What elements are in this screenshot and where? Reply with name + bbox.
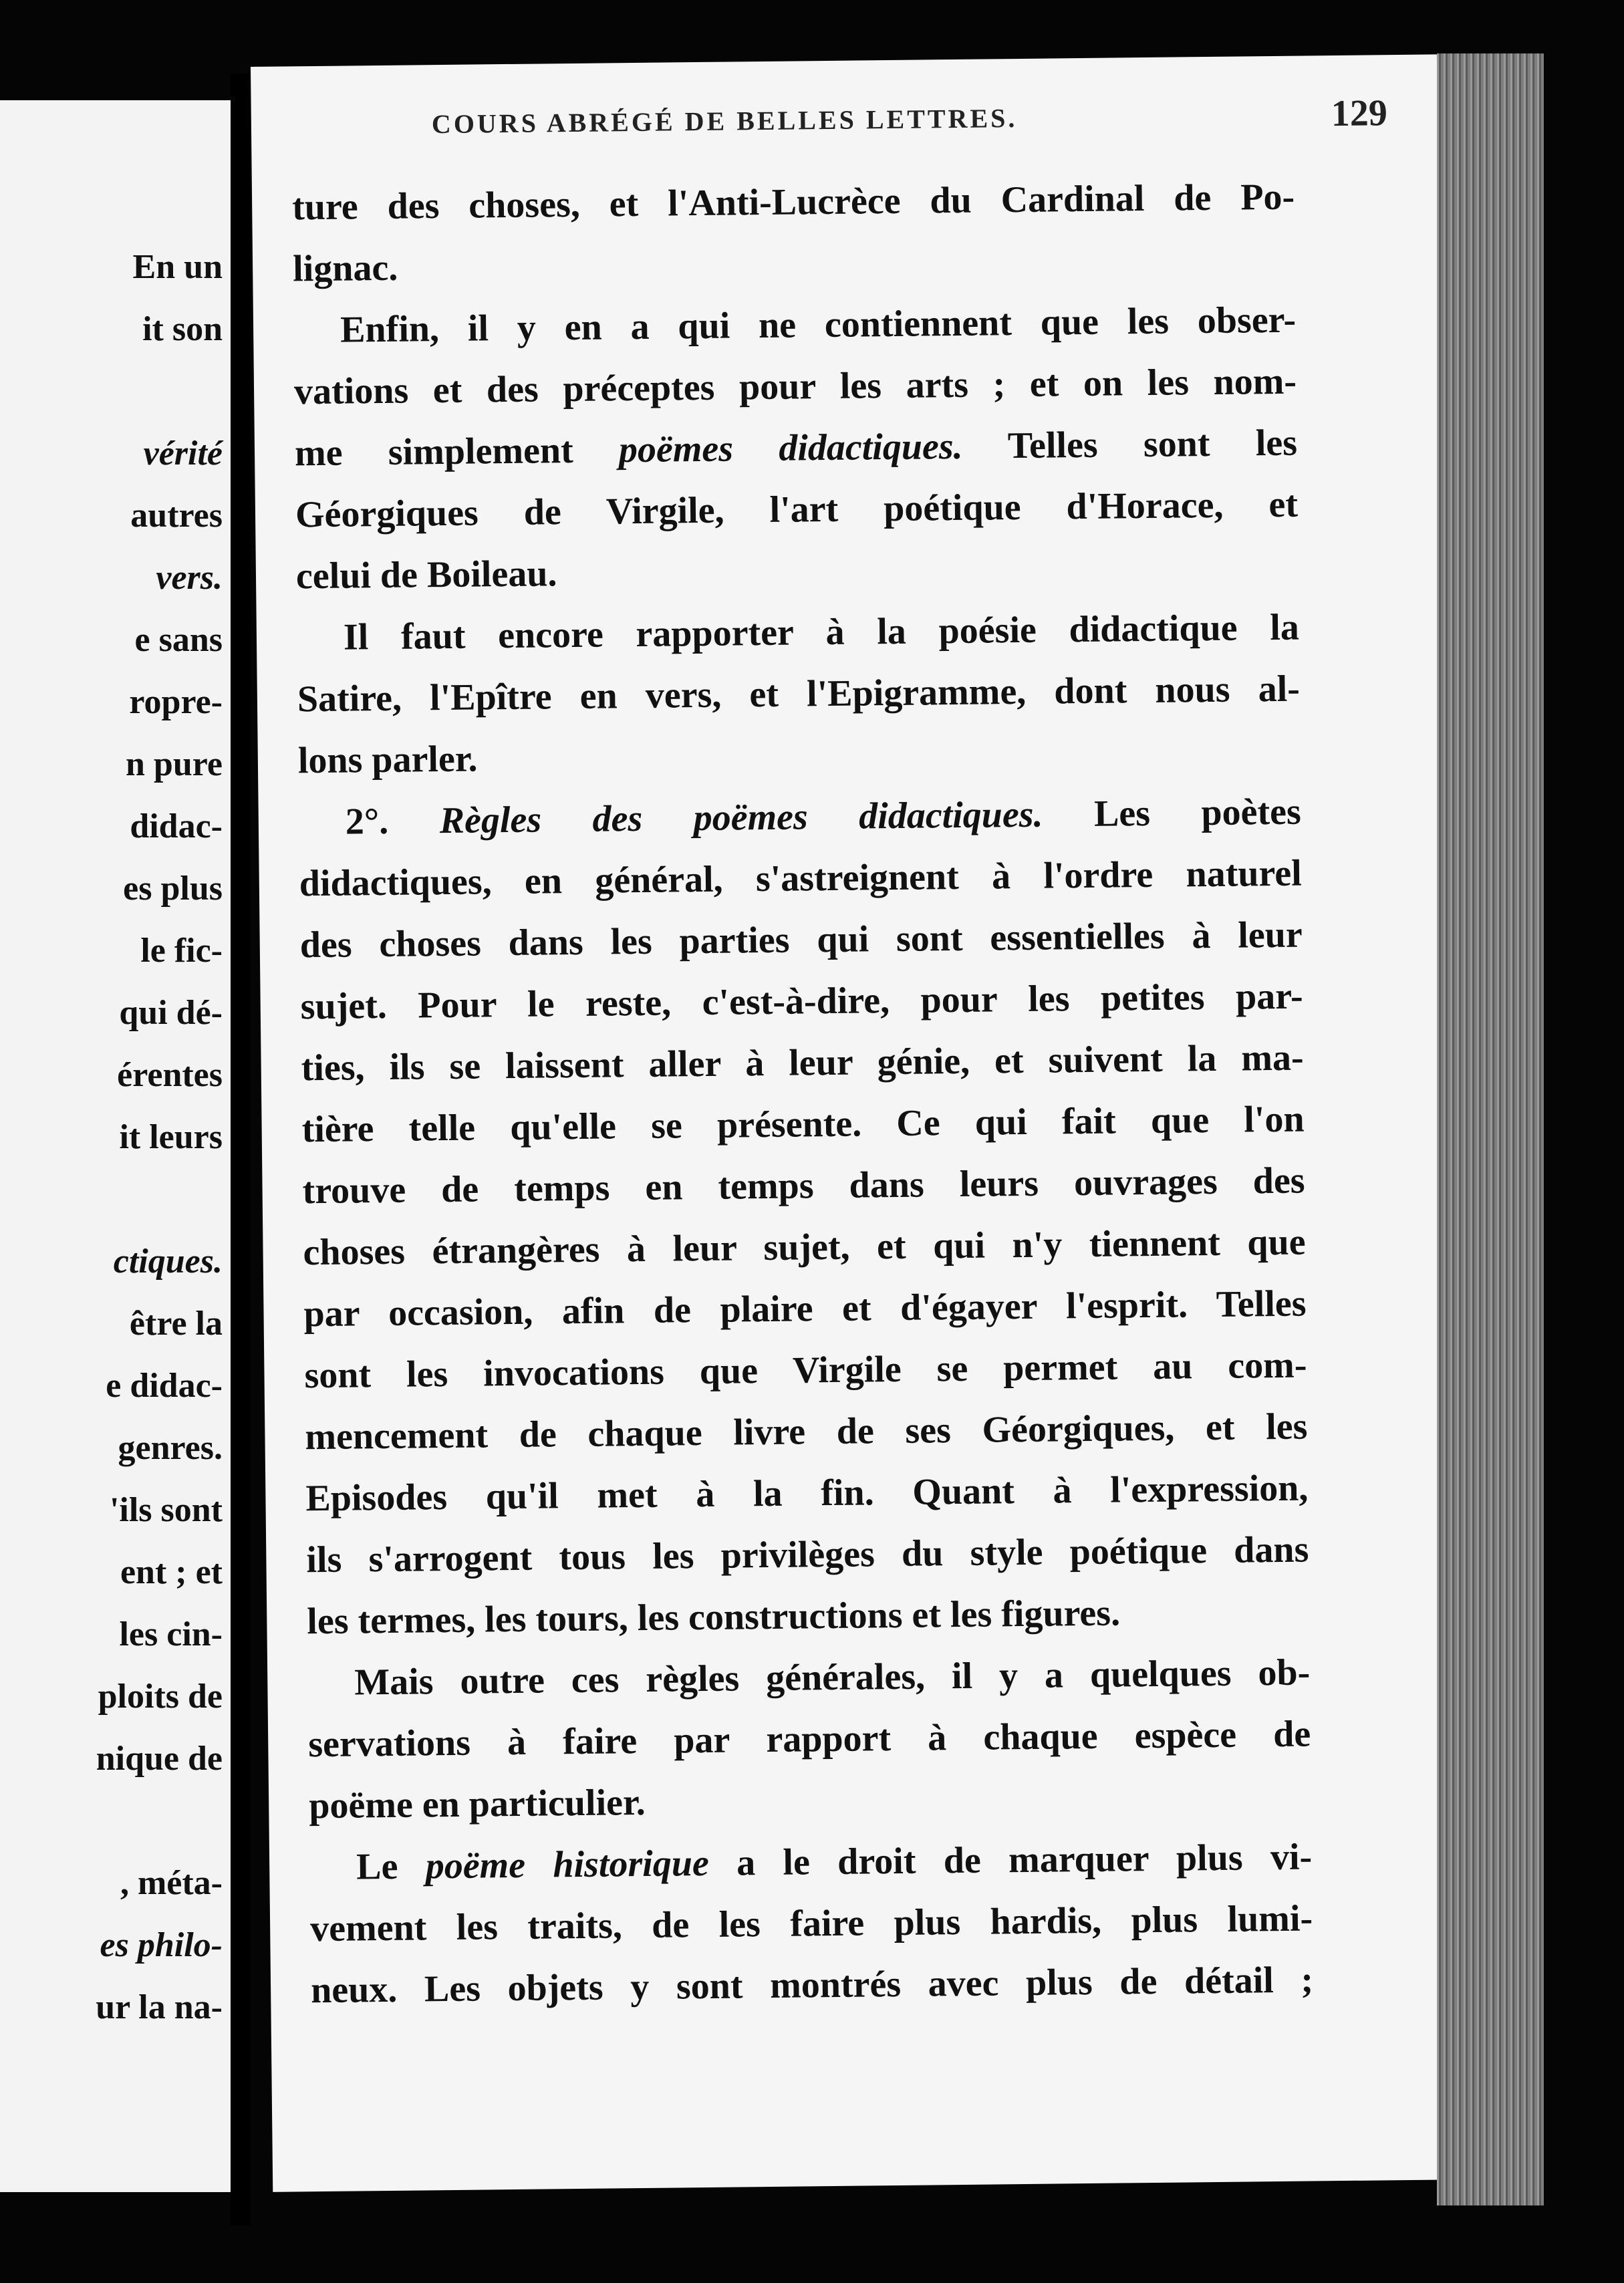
text-line: Il faut encore rapporter à la poésie didactique la <box>343 606 1300 658</box>
left-page-fragment: e didac- <box>106 1367 223 1405</box>
text-run: a le droit de marquer plus vi- <box>708 1836 1313 1884</box>
left-page-fragment: es plus <box>123 869 223 908</box>
left-page-fragment: it son <box>142 310 223 348</box>
text-line: lons parler. <box>297 738 478 782</box>
text-line: ties, ils se laissent aller à leur génie, et suivent la ma- <box>301 1037 1304 1089</box>
section-heading-line <box>298 781 1301 853</box>
page-header <box>432 92 1388 148</box>
left-page-fragment: genres. <box>118 1429 223 1467</box>
book-page-129 <box>251 54 1459 2191</box>
text-line: neux. Les objets y sont montrés avec plus de détail ; <box>310 1959 1314 2012</box>
text-run: Les poètes <box>1043 791 1302 835</box>
italic-term: poëme historique <box>425 1842 710 1887</box>
text-line: les termes, les tours, les constructions et les figures. <box>307 1592 1121 1643</box>
left-page-fragment: didac- <box>130 807 223 845</box>
left-page-fragment: nique de <box>96 1740 223 1778</box>
text-line: choses étrangères à leur sujet, et qui n'y tiennent que <box>303 1221 1306 1274</box>
left-page-fragment: le fic- <box>140 932 223 970</box>
left-page-fragment: 'ils sont <box>109 1491 223 1529</box>
left-page-fragment: , méta- <box>120 1864 223 1902</box>
left-page-fragment: e sans <box>134 621 223 659</box>
text-line: sont les invocations que Virgile se permet au com- <box>304 1344 1307 1397</box>
left-page-fragment: En un <box>132 248 223 286</box>
text-line: Enfin, il y en a qui ne contiennent que les obser- <box>340 299 1297 351</box>
left-page-fragment: les cin- <box>119 1615 223 1653</box>
text-line: didactiques, en général, s'astreignent à l'ordre naturel <box>299 852 1303 905</box>
text-run: me simplement <box>294 429 620 475</box>
text-line: ils s'arrogent tous les privilèges du style poétique dans <box>306 1528 1309 1581</box>
text-line: ture des choses, et l'Anti-Lucrèce du Cardinal de Po- <box>291 176 1295 229</box>
text-line: trouve de temps en temps dans leurs ouvrages des <box>302 1160 1305 1212</box>
running-head: COURS ABRÉGÉ DE BELLES LETTRES. <box>431 102 1018 140</box>
text-run: Le <box>356 1845 426 1888</box>
text-line: servations à faire par rapport à chaque espèce de <box>307 1713 1311 1766</box>
left-page-fragment: érentes <box>117 1056 223 1094</box>
facing-page-left <box>0 100 231 2192</box>
italic-term: poëmes didactiques. <box>618 425 963 471</box>
text-line <box>309 1827 1313 1899</box>
left-page-fragment: n pure <box>126 745 223 783</box>
text-line: poëme en particulier. <box>308 1781 646 1827</box>
text-line <box>295 412 1298 485</box>
left-page-fragment: qui dé- <box>119 994 223 1032</box>
left-page-fragment: ropre- <box>129 683 223 721</box>
text-line: vement les traits, de les faire plus hardis, plus lumi- <box>309 1897 1313 1950</box>
left-page-fragment: vers. <box>156 559 223 597</box>
text-line: par occasion, afin de plaire et d'égayer l'esprit. Telles <box>303 1283 1307 1335</box>
text-line: celui de Boileau. <box>295 553 557 597</box>
left-page-fragment: autres <box>130 497 223 535</box>
page-edges <box>1437 53 1544 2205</box>
text-line: vations et des préceptes pour les arts ; et on les nom- <box>293 360 1297 413</box>
left-page-fragment: es philo- <box>100 1926 223 1964</box>
page-body-text <box>292 166 1314 2022</box>
left-page-fragment: it leurs <box>119 1118 223 1156</box>
book-gutter <box>231 74 251 2226</box>
text-line: Géorgiques de Virgile, l'art poétique d'Horace, et <box>295 483 1299 536</box>
text-line: Mais outre ces règles générales, il y a quelques ob- <box>354 1651 1311 1704</box>
page-number: 129 <box>1331 92 1388 135</box>
text-line: lignac. <box>292 247 398 290</box>
text-line: sujet. Pour le reste, c'est-à-dire, pour les petites par- <box>300 975 1303 1028</box>
text-run: Telles sont les <box>962 422 1298 467</box>
left-page-fragment: ur la na- <box>96 1988 223 2026</box>
text-line: tière telle qu'elle se présente. Ce qui fait que l'on <box>301 1098 1305 1151</box>
section-number: 2°. <box>345 800 440 843</box>
left-page-fragment: vérité <box>143 434 223 473</box>
left-page-fragment: être la <box>129 1305 223 1343</box>
left-page-fragment: ent ; et <box>120 1553 223 1591</box>
left-page-fragment: ctiques. <box>113 1242 223 1281</box>
text-line: Satire, l'Epître en vers, et l'Epigramme, dont nous al- <box>297 668 1301 720</box>
section-title: Règles des poëmes didactiques. <box>439 793 1043 842</box>
left-page-fragment: ploits de <box>98 1677 223 1716</box>
text-line: des choses dans les parties qui sont essentielles à leur <box>299 914 1303 966</box>
text-line: Episodes qu'il met à la fin. Quant à l'expression, <box>305 1467 1309 1520</box>
text-line: mencement de chaque livre de ses Géorgiques, et les <box>305 1405 1308 1458</box>
